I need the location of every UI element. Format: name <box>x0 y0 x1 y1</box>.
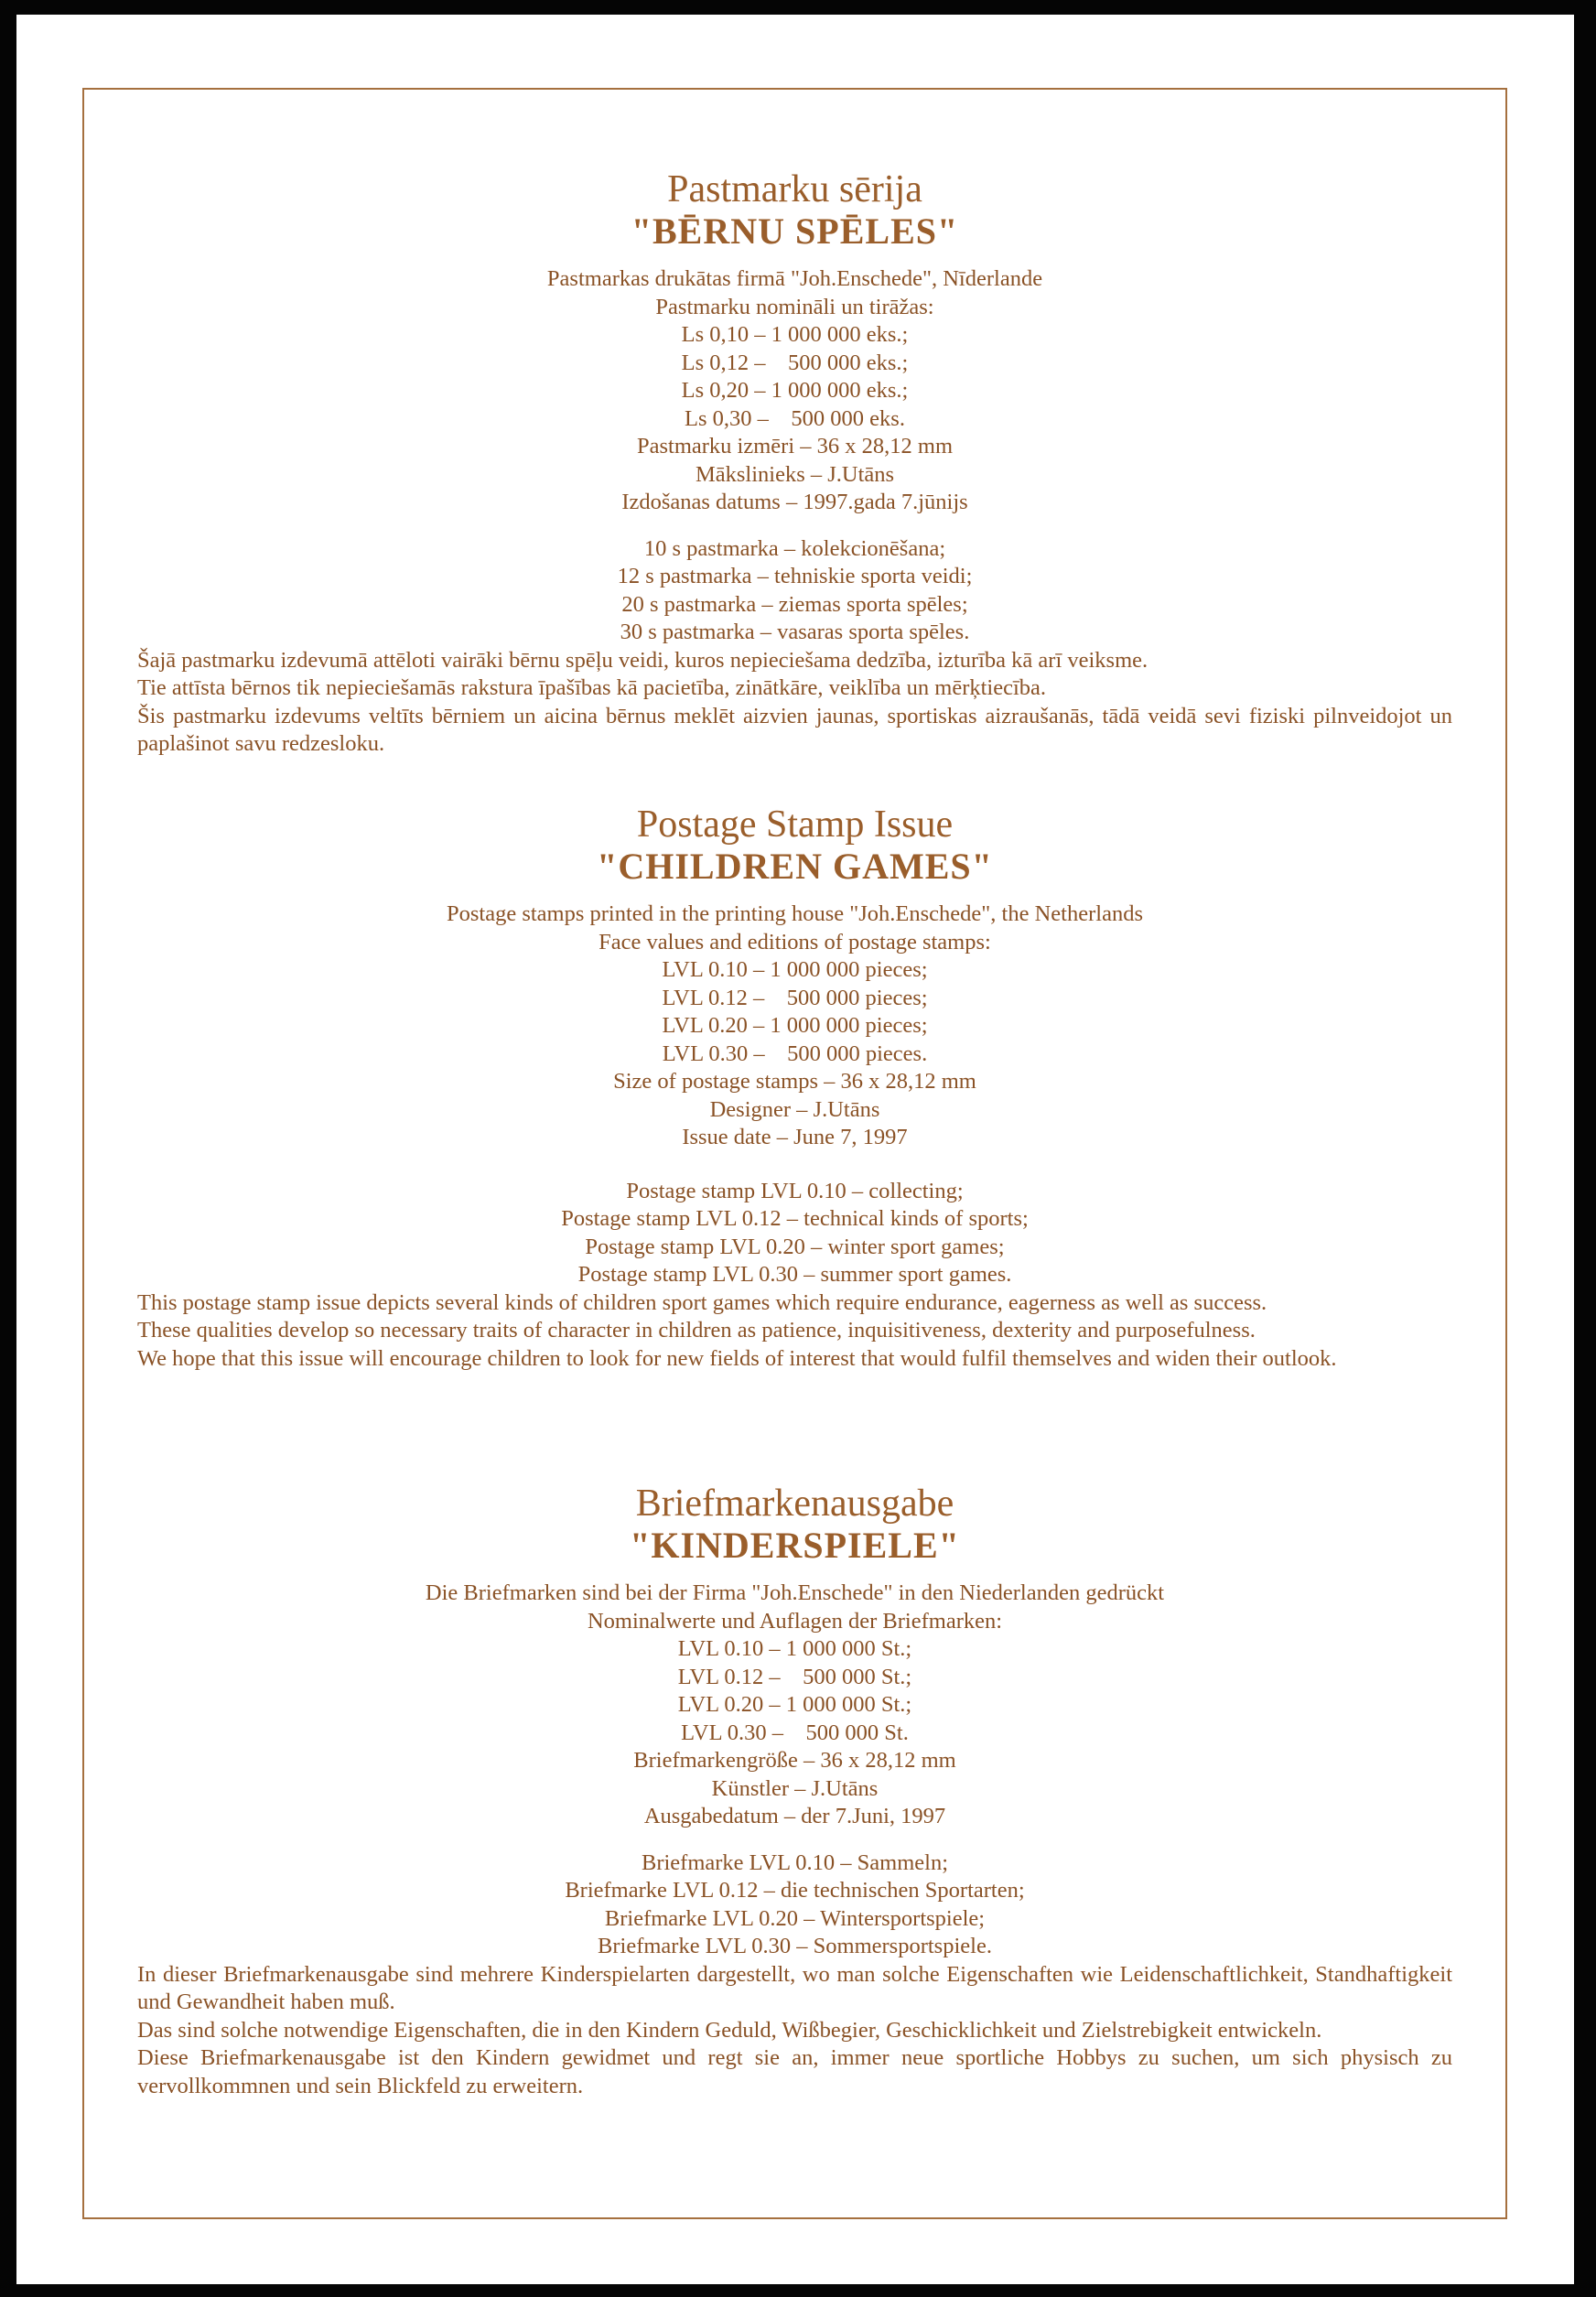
detail-line: LVL 0.20 – 1 000 000 pieces; <box>662 1013 928 1038</box>
english-section <box>84 803 1505 1373</box>
english-subtitle: "CHILDREN GAMES" <box>597 846 993 887</box>
description-paragraph: Šajā pastmarku izdevumā attēloti vairāki bērnu spēļu veidi, kuros nepieciešama dedzība, izturība kā arī veiksme. <box>137 647 1148 673</box>
latvian-stamp-list <box>84 535 1505 647</box>
german-details <box>84 1580 1505 1831</box>
detail-line: LVL 0.12 – 500 000 St.; <box>677 1664 912 1689</box>
latvian-details <box>84 265 1505 517</box>
description-paragraph: Das sind solche notwendige Eigenschaften, die in den Kindern Geduld, Wißbegier, Geschicklichkeit und Zielstrebigkeit entwickeln. <box>137 2017 1322 2043</box>
stamp-line: Briefmarke LVL 0.12 – die technischen Sportarten; <box>565 1878 1025 1903</box>
detail-line: Pastmarkas drukātas firmā "Joh.Enschede", Nīderlande <box>546 266 1043 291</box>
latvian-subtitle: "BĒRNU SPĒLES" <box>631 210 959 252</box>
german-stamp-list <box>84 1849 1505 1961</box>
stamp-line: 20 s pastmarka – ziemas sporta spēles; <box>621 591 968 617</box>
description-paragraph: In dieser Briefmarkenausgabe sind mehrere Kinderspielarten dargestellt, wo man solche Eigenschaften wie Leidenschaftlichkeit, Standhaftigkeit und Gewandheit haben muß. <box>137 1961 1452 2014</box>
detail-line: Mākslinieks – J.Utāns <box>695 461 895 487</box>
stamp-line: Briefmarke LVL 0.10 – Sammeln; <box>642 1849 948 1875</box>
detail-line: LVL 0.12 – 500 000 pieces; <box>662 985 928 1010</box>
stamp-line: Briefmarke LVL 0.20 – Wintersportspiele; <box>604 1905 986 1931</box>
german-subtitle: "KINDERSPIELE" <box>630 1525 960 1566</box>
detail-line: Izdošanas datums – 1997.gada 7.jūnijs <box>621 490 968 514</box>
description-paragraph: Tie attīsta bērnos tik nepieciešamās rakstura īpašības kā pacietība, zinātkāre, veiklība un mērķtiecība. <box>137 675 1047 700</box>
english-title: Postage Stamp Issue <box>636 803 954 846</box>
detail-line: Size of postage stamps – 36 x 28,12 mm <box>613 1069 976 1094</box>
stamp-line: Postage stamp LVL 0.20 – winter sport games; <box>585 1234 1005 1259</box>
detail-line: Die Briefmarken sind bei der Firma "Joh.Enschede" in den Niederlanden gedrückt <box>425 1580 1165 1605</box>
detail-line: LVL 0.30 – 500 000 pieces. <box>662 1041 928 1066</box>
stamp-line: Postage stamp LVL 0.30 – summer sport games. <box>577 1262 1012 1287</box>
detail-line: Nominalwerte und Auflagen der Briefmarken: <box>587 1608 1003 1634</box>
german-title: Briefmarkenausgabe <box>635 1483 954 1525</box>
stamp-line: Postage stamp LVL 0.12 – technical kinds of sports; <box>561 1206 1029 1231</box>
detail-line: Künstler – J.Utāns <box>711 1775 879 1801</box>
stamp-line: Postage stamp LVL 0.10 – collecting; <box>626 1178 964 1203</box>
description-paragraph: This postage stamp issue depicts several kinds of children sport games which require endurance, eagerness as well as success. <box>137 1289 1267 1315</box>
latvian-section <box>84 168 1505 759</box>
detail-line: LVL 0.10 – 1 000 000 St.; <box>677 1636 912 1661</box>
detail-line: LVL 0.10 – 1 000 000 pieces; <box>662 957 928 982</box>
detail-line: Briefmarkengröße – 36 x 28,12 mm <box>633 1748 956 1773</box>
detail-line: Ls 0,20 – 1 000 000 eks.; <box>681 378 909 403</box>
document-border-frame <box>82 88 1507 2219</box>
detail-line: LVL 0.20 – 1 000 000 St.; <box>677 1692 912 1717</box>
detail-line: Ls 0,12 – 500 000 eks.; <box>681 350 909 375</box>
description-paragraph: Šis pastmarku izdevums veltīts bērniem un aicina bērnus meklēt aizvien jaunas, sportiskas aizraušanās, tādā veidā sevi fiziski pilnveidojot un paplašinot savu redzesloku. <box>137 703 1452 756</box>
detail-line: LVL 0.30 – 500 000 St. <box>681 1720 909 1745</box>
description-paragraph: These qualities develop so necessary traits of character in children as patience, inquisitiveness, dexterity and purposefulness. <box>137 1318 1256 1343</box>
document-sheet <box>16 15 1574 2284</box>
stamp-line: Briefmarke LVL 0.30 – Sommersportspiele. <box>598 1934 992 1958</box>
detail-line: Designer – J.Utāns <box>709 1096 880 1122</box>
detail-line: Ausgabedatum – der 7.Juni, 1997 <box>643 1804 946 1828</box>
description-paragraph: We hope that this issue will encourage children to look for new fields of interest that would fulfil themselves and widen their outlook. <box>137 1345 1337 1371</box>
detail-line: Ls 0,30 – 500 000 eks. <box>685 405 905 431</box>
description-paragraph: Diese Briefmarkenausgabe ist den Kindern gewidmet und regt sie an, immer neue sportliche Hobbys zu suchen, um sich physisch zu vervollkommnen und sein Blickfeld zu erweitern. <box>137 2045 1452 2098</box>
stamp-line: 30 s pastmarka – vasaras sporta spēles. <box>620 620 970 644</box>
english-details <box>84 900 1505 1152</box>
detail-line: Pastmarku nomināli un tirāžas: <box>655 294 934 319</box>
english-stamp-list <box>84 1178 1505 1289</box>
stamp-line: 10 s pastmarka – kolekcionēšana; <box>643 535 946 561</box>
detail-line: Issue date – June 7, 1997 <box>682 1125 908 1149</box>
detail-line: Face values and editions of postage stamps: <box>598 929 991 954</box>
detail-line: Postage stamps printed in the printing house "Joh.Enschede", the Netherlands <box>447 901 1143 926</box>
detail-line: Pastmarku izmēri – 36 x 28,12 mm <box>637 434 953 458</box>
latvian-title: Pastmarku sērija <box>667 168 922 210</box>
german-section <box>84 1483 1505 2100</box>
detail-line: Ls 0,10 – 1 000 000 eks.; <box>681 322 909 347</box>
stamp-line: 12 s pastmarka – tehniskie sporta veidi; <box>617 564 973 588</box>
